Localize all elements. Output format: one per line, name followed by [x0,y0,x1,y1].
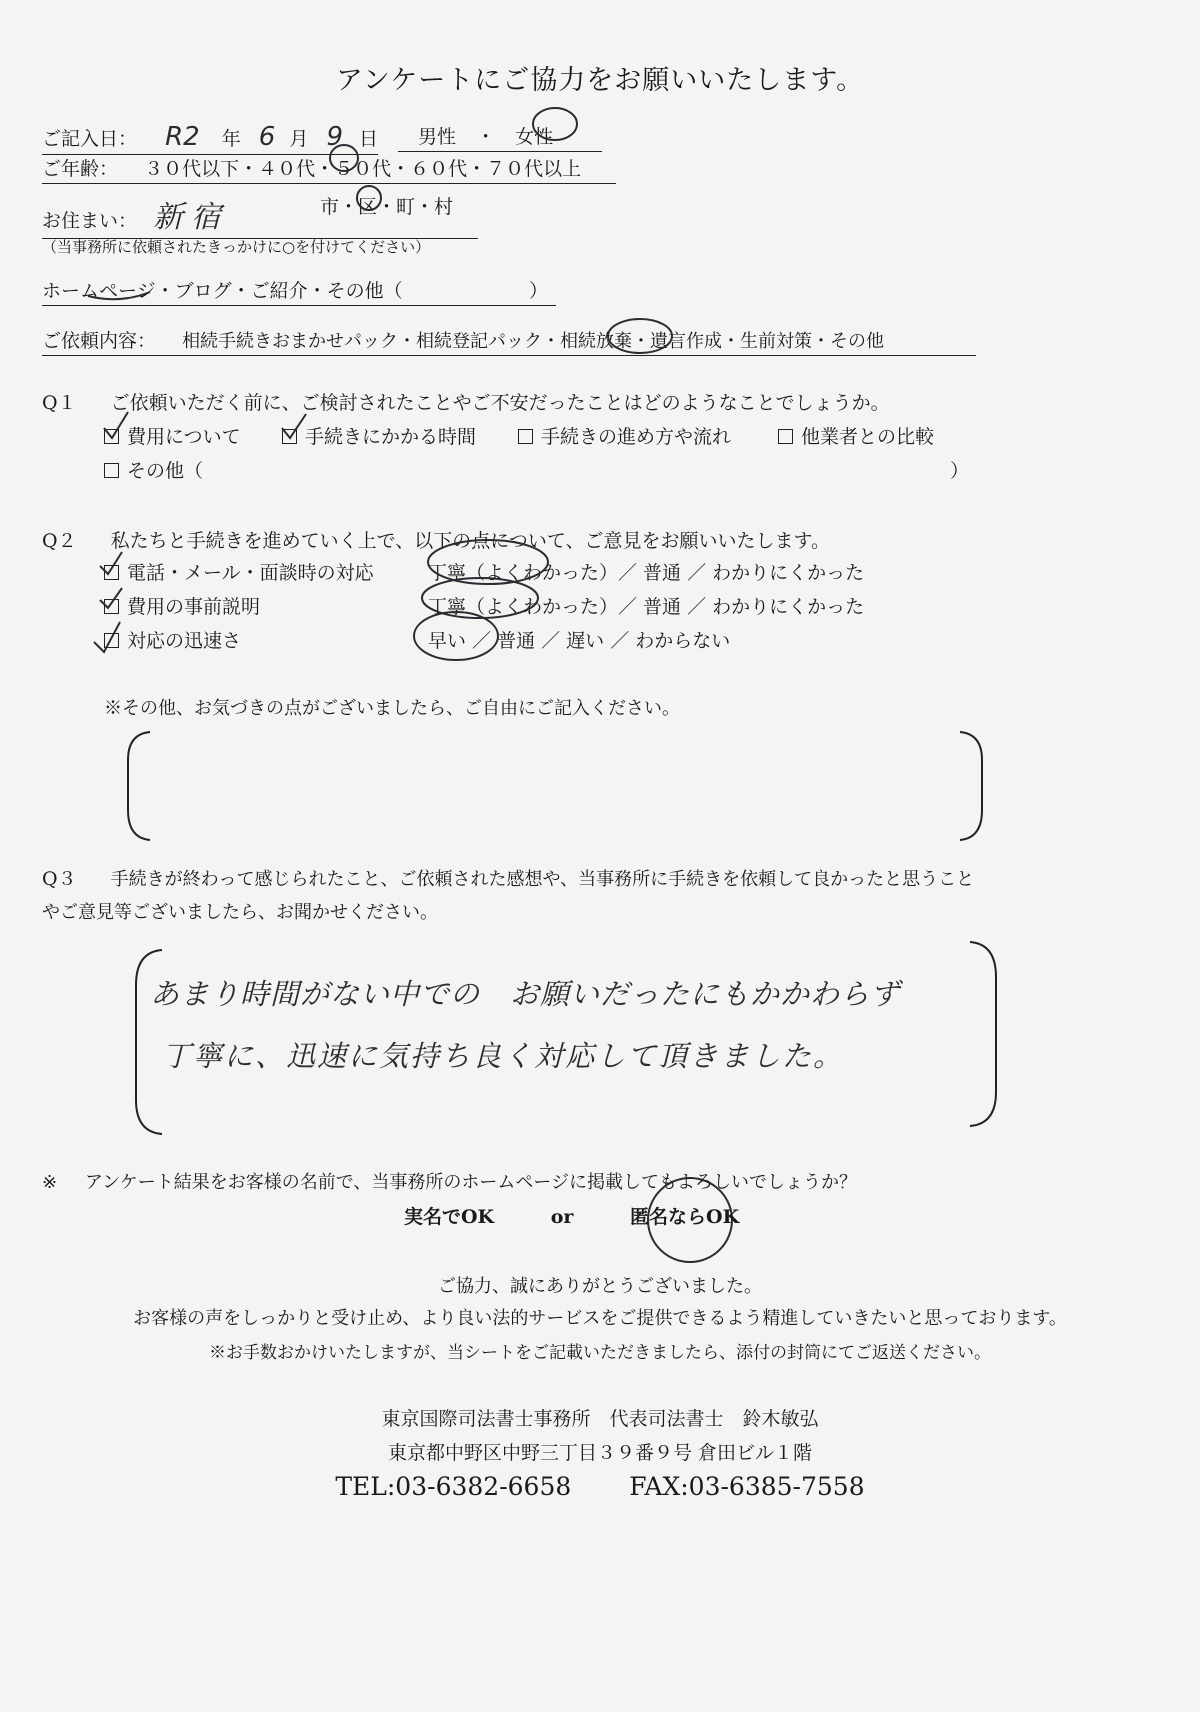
publish-mark: ※ [42,1172,58,1193]
residence-field[interactable] [42,192,478,239]
publish-question: アンケート結果をお客様の名前で、当事務所のホームページに掲載してもよろしいでしょうか？ [84,1172,858,1193]
q2-item-label: 費用の事前説明 [127,596,261,618]
q2-free-prompt: ※その他、お気づきの点がございましたら、ご自由にご記入ください。 [104,698,680,719]
q1-option-time[interactable] [282,422,476,449]
q2-checkbox-contact[interactable] [104,565,119,580]
q2-choices-contact[interactable]: 丁寧（よくわかった）／ 普通 ／ わかりにくかった [428,562,865,584]
q3-box-right-bracket [970,942,996,1126]
q3-number: Q３ [42,868,77,890]
q1-checkbox-cost[interactable] [104,429,119,444]
publish-or: or [550,1206,574,1228]
q1-checkbox-other[interactable] [104,463,119,478]
month-unit: 月 [289,128,309,150]
age-label: ご年齢： [42,158,119,180]
q1-other-close: ） [950,460,970,482]
residence-value: 新宿 [153,200,230,235]
trigger-options[interactable]: ホームページ・ブログ・ご紹介・その他（ [42,280,403,302]
q3-answer-line1: あまり時間がない中での お願いだったにもかかわらず [150,977,901,1011]
q2-number: Q２ [42,530,77,552]
q2-checkbox-cost[interactable] [104,599,119,614]
q2-box-left-bracket [128,732,150,840]
q2-item-label: 電話・メール・面談時の対応 [127,562,374,584]
age-options[interactable]: ３０代以下・４０代・５０代・６０代・７０代以上 [144,158,582,180]
q1-option-other[interactable] [104,456,203,483]
entry-month-value: 6 [258,122,276,152]
trigger-note: （当事務所に依頼されたきっかけに○を付けてください） [42,238,431,256]
request-field[interactable] [42,326,976,356]
q2-checkbox-speed[interactable] [104,633,119,648]
survey-title: アンケートにご協力をお願いいたします。 [335,65,865,96]
q2-box-right-bracket [960,732,982,840]
publish-real-name-option[interactable]: 実名でOK [404,1206,495,1228]
q2-choices-cost[interactable]: 丁寧（よくわかった）／ 普通 ／ わかりにくかった [428,596,865,618]
q1-option-label: 費用について [127,426,241,448]
residence-options[interactable]: 市・区・町・村 [320,196,454,218]
q2-text: 私たちと手続きを進めていく上で、以下の点について、ご意見をお願いいたします。 [110,530,830,552]
request-options[interactable]: 相続手続きおまかせパック・相続登記パック・相続放棄・遺言作成・生前対策・その他 [182,331,885,352]
request-label: ご依頼内容： [42,330,157,352]
q3-text-line1: 手続きが終わって感じられたこと、ご依頼された感想や、当事務所に手続きを依頼して良かったと思うこと [110,869,975,890]
q2-item-label: 対応の迅速さ [127,630,242,652]
q1-option-compare[interactable] [778,422,934,449]
day-unit: 日 [359,128,379,150]
q2-item-speed[interactable] [104,626,241,653]
entry-date-field[interactable] [42,122,378,155]
q2-item-contact[interactable] [104,558,374,585]
q1-text: ご依頼いただく前に、ご検討されたことやご不安だったことはどのようなことでしょうか。 [110,392,890,414]
q1-checkbox-flow[interactable] [518,429,533,444]
office-fax: FAX:03-6385-7558 [629,1472,865,1501]
q3-text-line2: やご意見等ございましたら、お聞かせください。 [42,902,438,923]
entry-date-label: ご記入日： [42,128,138,150]
publish-anonymous-option[interactable]: 匿名ならOK [630,1206,740,1228]
q1-option-label: 他業者との比較 [801,426,935,448]
thanks-line3: ※お手数おかけいたしますが、当シートをご記載いただきましたら、添付の封筒にてご返送ください。 [209,1343,991,1363]
gender-field[interactable] [398,122,602,152]
gender-male-option[interactable]: 男性 [418,126,457,148]
entry-day-value: 9 [326,122,343,152]
q1-option-flow[interactable] [518,422,731,449]
q1-other-label: その他（ [127,460,204,482]
q1-option-label: 手続きにかかる時間 [305,426,477,448]
entry-era-value: R2 [165,122,200,152]
gender-separator: ・ [476,126,496,148]
trigger-close: ） [528,280,548,302]
q1-checkbox-time[interactable] [282,429,297,444]
thanks-line1: ご協力、誠にありがとうございました。 [438,1276,762,1297]
office-address: 東京都中野区中野三丁目３９番９号 倉田ビル１階 [387,1442,813,1464]
gender-female-option[interactable]: 女性 [515,126,554,148]
q2-choices-speed[interactable]: 早い ／ 普通 ／ 遅い ／ わからない [428,630,731,652]
office-tel[interactable]: TEL:03-6382-6658 [335,1472,572,1501]
q1-option-cost[interactable] [104,422,241,449]
q1-option-label: 手続きの進め方や流れ [541,426,732,448]
office-name-line: 東京国際司法書士事務所 代表司法書士 鈴木敏弘 [381,1408,819,1430]
residence-label: お住まい： [42,210,138,232]
age-field[interactable] [42,154,616,184]
q2-item-cost[interactable] [104,592,260,619]
q3-answer-line2: 丁寧に、迅速に気持ち良く対応して頂きました。 [162,1039,845,1073]
trigger-field[interactable] [42,276,556,306]
q1-number: Q１ [42,392,77,414]
thanks-line2: お客様の声をしっかりと受け止め、より良い法的サービスをご提供できるよう精進していきたいと思っております。 [133,1308,1067,1329]
year-unit: 年 [221,128,241,150]
q1-checkbox-compare[interactable] [778,429,793,444]
